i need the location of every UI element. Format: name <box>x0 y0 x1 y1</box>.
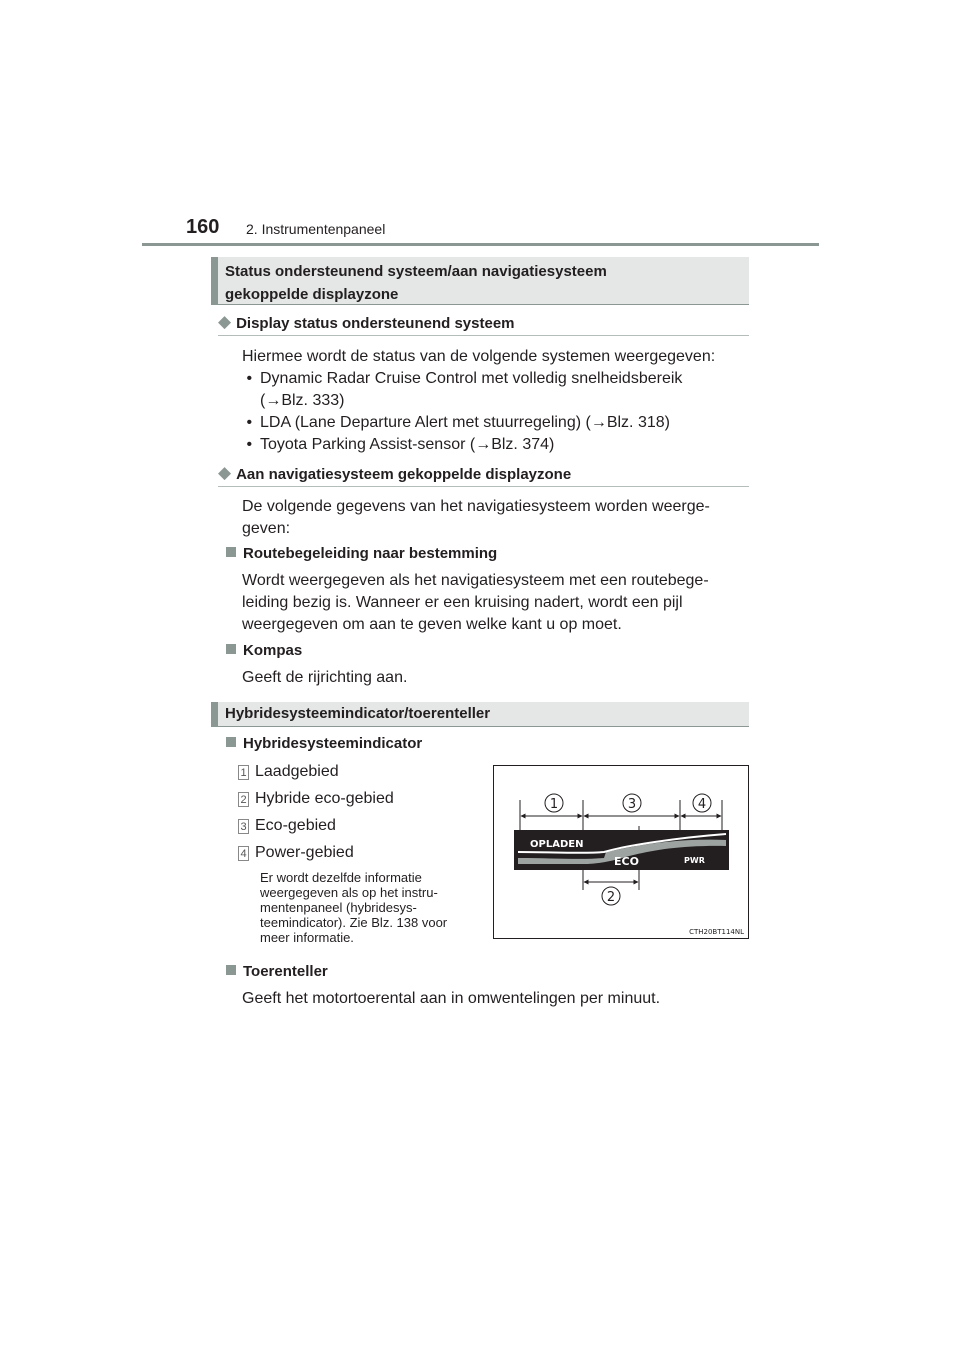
paragraph-line: leiding bezig is. Wanneer er een kruising nadert, wordt een pijl <box>242 594 683 611</box>
number-badge: 1 <box>238 765 249 780</box>
bullet-icon: • <box>242 414 253 431</box>
item-heading-text: Routebegeleiding naar bestemming <box>243 545 498 562</box>
bullet-item <box>242 434 554 456</box>
bullet-continuation: (→Blz. 333) <box>260 392 345 409</box>
numbered-item <box>238 815 336 837</box>
bullet-item <box>242 368 749 390</box>
subheading-rule <box>218 335 749 336</box>
item-heading-compass <box>226 642 302 659</box>
eco-zone-label: ECO <box>614 855 639 868</box>
square-bullet-icon <box>226 547 236 557</box>
section-heading-status <box>211 257 749 305</box>
note-line: mentenpaneel (hybridesys- <box>260 900 417 915</box>
numbered-item <box>238 842 354 864</box>
power-zone-label: PWR <box>684 856 705 865</box>
square-bullet-icon <box>226 737 236 747</box>
hybrid-indicator-illustration <box>494 766 748 938</box>
section-heading-line: gekoppelde displayzone <box>225 286 399 303</box>
note-line: meer informatie. <box>260 930 354 945</box>
figure-code: CTH20BT114NL <box>689 928 744 936</box>
subheading-display-status <box>218 313 515 333</box>
item-heading-tachometer <box>226 963 328 980</box>
numbered-item <box>238 788 394 810</box>
bullet-icon: • <box>242 436 253 453</box>
callout-number: 2 <box>606 890 616 905</box>
paragraph-line: Geeft de rijrichting aan. <box>242 669 408 686</box>
item-heading-route <box>226 545 497 562</box>
charge-zone-label: OPLADEN <box>530 839 584 850</box>
item-heading-text: Toerenteller <box>243 963 328 980</box>
callout-number: 4 <box>697 797 707 812</box>
number-badge: 3 <box>238 819 249 834</box>
note-line: Er wordt dezelfde informatie <box>260 870 422 885</box>
hybrid-indicator-figure <box>493 765 749 939</box>
number-badge: 2 <box>238 792 249 807</box>
bullet-text: Toyota Parking Assist-sensor (→Blz. 374) <box>260 436 555 453</box>
subheading-navigation-zone <box>218 464 571 484</box>
bullet-text: Dynamic Radar Cruise Control met volledig snelheidsbereik <box>260 370 683 387</box>
page-number: 160 <box>186 216 220 238</box>
intro-text: Hiermee wordt de status van de volgende systemen weergegeven: <box>242 348 716 365</box>
chapter-title: 2. Instrumentenpaneel <box>246 221 386 237</box>
numbered-item-label: Power-gebied <box>255 844 354 861</box>
diamond-icon: ◆ <box>218 463 232 482</box>
subheading-text: Aan navigatiesysteem gekoppelde displayzone <box>236 466 572 483</box>
numbered-item-label: Eco-gebied <box>255 817 336 834</box>
square-bullet-icon <box>226 965 236 975</box>
header-rule <box>142 243 819 246</box>
diamond-icon: ◆ <box>218 312 232 331</box>
callout-number: 3 <box>627 797 637 812</box>
numbered-item-label: Laadgebied <box>255 763 339 780</box>
paragraph-line: Geeft het motortoerental aan in omwentelingen per minuut. <box>242 990 661 1007</box>
item-heading-text: Kompas <box>243 642 303 659</box>
paragraph-line: De volgende gegevens van het navigatiesysteem worden weerge- <box>242 498 710 515</box>
numbered-item-label: Hybride eco-gebied <box>255 790 394 807</box>
bullet-text: LDA (Lane Departure Alert met stuurregeling) (→Blz. 318) <box>260 414 670 431</box>
section-heading-hybrid: Hybridesysteemindicator/toerenteller <box>211 702 749 727</box>
square-bullet-icon <box>226 644 236 654</box>
numbered-item <box>238 761 339 783</box>
section-heading-line: Status ondersteunend systeem/aan navigatiesysteem <box>225 263 607 280</box>
paragraph-line: Wordt weergegeven als het navigatiesysteem met een routebege- <box>242 572 709 589</box>
item-heading-hybrid-indicator <box>226 735 422 752</box>
note-line: teemindicator). Zie Blz. 138 voor <box>260 915 448 930</box>
paragraph-line: weergegeven om aan te geven welke kant u op moet. <box>242 616 622 633</box>
bullet-icon: • <box>242 370 253 387</box>
subheading-rule <box>218 486 749 487</box>
item-heading-text: Hybridesysteemindicator <box>243 735 423 752</box>
note-line: weergegeven als op het instru- <box>260 885 438 900</box>
paragraph-line: geven: <box>242 520 291 537</box>
callout-number: 1 <box>549 797 559 812</box>
number-badge: 4 <box>238 846 249 861</box>
subheading-text: Display status ondersteunend systeem <box>236 315 515 332</box>
note-text <box>260 870 485 945</box>
bullet-item <box>242 412 670 434</box>
